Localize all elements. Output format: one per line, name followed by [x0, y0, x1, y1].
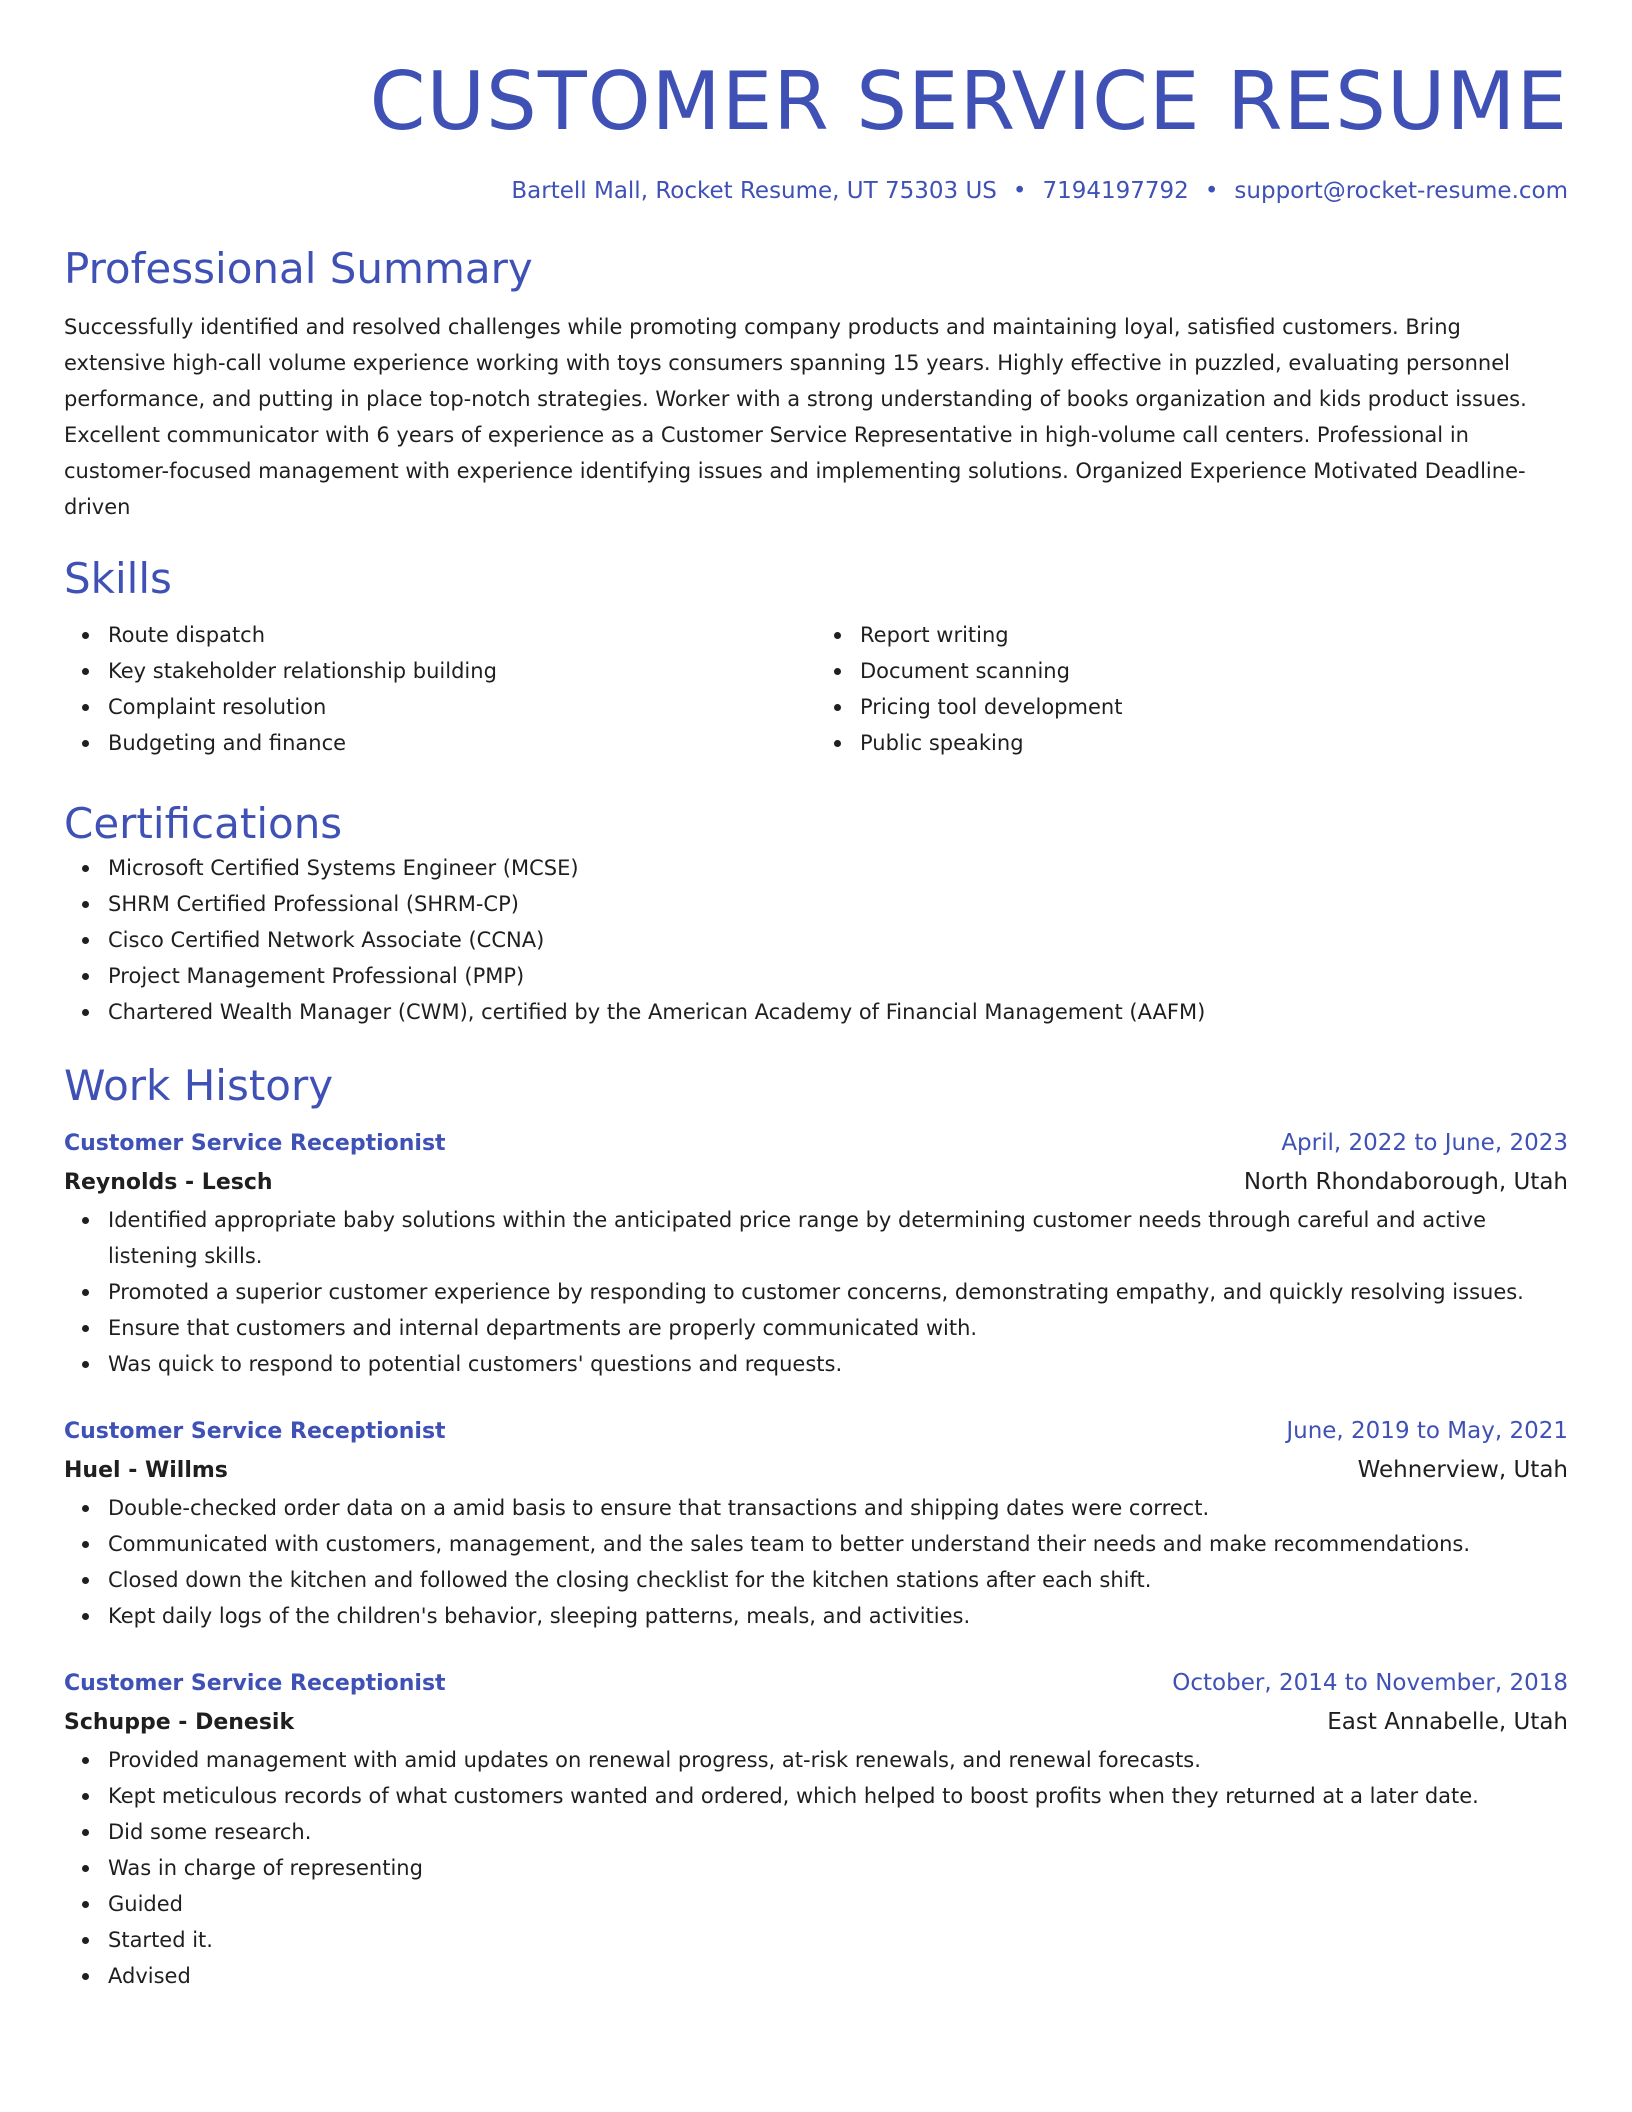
- resume-title: CUSTOMER SERVICE RESUME: [369, 55, 1568, 148]
- job-title-row: [64, 1412, 1568, 1451]
- job-duty: Ensure that customers and internal departments are properly communicated with.: [108, 1310, 1568, 1346]
- job-dates: April, 2022 to June, 2023: [1281, 1130, 1568, 1156]
- certification-item: Project Management Professional (PMP): [108, 958, 1568, 994]
- certification-item: Microsoft Certified Systems Engineer (MCSE): [108, 850, 1568, 886]
- job-title-row: [64, 1664, 1568, 1703]
- skill-item: Key stakeholder relationship building: [108, 653, 816, 689]
- job-duty: Communicated with customers, management, and the sales team to better understand their needs and make recommendations.: [108, 1526, 1568, 1562]
- job-location: North Rhondaborough, Utah: [1243, 1169, 1568, 1195]
- job-duty: Guided: [108, 1886, 1568, 1922]
- job-duty: Advised: [108, 1958, 1568, 1994]
- job-duty: Closed down the kitchen and followed the closing checklist for the kitchen stations after each shift.: [108, 1562, 1568, 1598]
- job-location: Wehnerview, Utah: [1357, 1457, 1568, 1483]
- job-duty: Was quick to respond to potential customers' questions and requests.: [108, 1346, 1568, 1382]
- certification-item: Chartered Wealth Manager (CWM), certified by the American Academy of Financial Management (AAFM): [108, 994, 1568, 1030]
- job-duty: Promoted a superior customer experience by responding to customer concerns, demonstrating empathy, and quickly resolving issues.: [108, 1274, 1568, 1310]
- skills-list-right: [816, 617, 1568, 761]
- job-entry: [64, 1664, 1568, 1994]
- skill-item: Public speaking: [860, 725, 1568, 761]
- job-duties-list: [64, 1742, 1568, 1994]
- job-dates: June, 2019 to May, 2021: [1286, 1418, 1568, 1444]
- skills-heading: Skills: [64, 554, 172, 603]
- skill-item: Pricing tool development: [860, 689, 1568, 725]
- contact-line: [64, 176, 1568, 206]
- skills-column-left: [64, 617, 816, 761]
- job-company: Schuppe - Denesik: [64, 1710, 295, 1735]
- certifications-heading: Certifications: [64, 799, 343, 848]
- job-role: Customer Service Receptionist: [64, 1131, 446, 1156]
- job-duty: Kept meticulous records of what customers wanted and ordered, which helped to boost profits when they returned at a later date.: [108, 1778, 1568, 1814]
- contact-phone: 7194197792: [1042, 178, 1189, 204]
- contact-separator: •: [1204, 178, 1219, 204]
- job-role: Customer Service Receptionist: [64, 1419, 446, 1444]
- job-company-row: [64, 1703, 1568, 1742]
- certification-item: Cisco Certified Network Associate (CCNA): [108, 922, 1568, 958]
- skill-item: Document scanning: [860, 653, 1568, 689]
- skill-item: Complaint resolution: [108, 689, 816, 725]
- work-history-heading: Work History: [64, 1061, 334, 1110]
- job-dates: October, 2014 to November, 2018: [1172, 1670, 1568, 1696]
- resume-header: [64, 0, 1568, 206]
- job-duties-list: [64, 1202, 1568, 1382]
- job-duty: Provided management with amid updates on renewal progress, at-risk renewals, and renewal forecasts.: [108, 1742, 1568, 1778]
- skill-item: Report writing: [860, 617, 1568, 653]
- job-company: Reynolds - Lesch: [64, 1170, 273, 1195]
- contact-separator: •: [1012, 178, 1027, 204]
- job-entry: [64, 1124, 1568, 1382]
- job-duty: Did some research.: [108, 1814, 1568, 1850]
- job-company-row: [64, 1163, 1568, 1202]
- skills-list-left: [64, 617, 816, 761]
- job-title-row: [64, 1124, 1568, 1163]
- certifications-list: [64, 850, 1568, 1030]
- job-duty: Identified appropriate baby solutions within the anticipated price range by determining customer needs through careful and active listening skills.: [108, 1202, 1568, 1274]
- job-company: Huel - Willms: [64, 1458, 228, 1483]
- contact-email: support@rocket-resume.com: [1234, 178, 1568, 204]
- skill-item: Budgeting and finance: [108, 725, 816, 761]
- skills-column-right: [816, 617, 1568, 761]
- job-duty: Double-checked order data on a amid basis to ensure that transactions and shipping dates were correct.: [108, 1490, 1568, 1526]
- summary-text: Successfully identified and resolved challenges while promoting company products and maintaining loyal, satisfied customers. Bring extensive high-call volume experience working with toys consumers spanning 15 years. Highly effective in puzzled, evaluating personnel performance, and putting in place top-notch strategies. Worker with a strong understanding of books organization and kids product issues. Excellent communicator with 6 years of experience as a Customer Service Representative in high-volume call centers. Professional in customer-focused management with experience identifying issues and implementing solutions. Organized Experience Motivated Deadline-driven: [64, 315, 1527, 519]
- job-duty: Started it.: [108, 1922, 1568, 1958]
- certification-item: SHRM Certified Professional (SHRM-CP): [108, 886, 1568, 922]
- job-duties-list: [64, 1490, 1568, 1634]
- job-location: East Annabelle, Utah: [1327, 1709, 1568, 1735]
- summary-heading: Professional Summary: [64, 244, 533, 293]
- contact-address: Bartell Mall, Rocket Resume, UT 75303 US: [511, 178, 997, 204]
- job-duty: Was in charge of representing: [108, 1850, 1568, 1886]
- skill-item: Route dispatch: [108, 617, 816, 653]
- job-role: Customer Service Receptionist: [64, 1671, 446, 1696]
- job-company-row: [64, 1451, 1568, 1490]
- job-entry: [64, 1412, 1568, 1634]
- job-duty: Kept daily logs of the children's behavior, sleeping patterns, meals, and activities.: [108, 1598, 1568, 1634]
- skills-grid: [64, 617, 1568, 761]
